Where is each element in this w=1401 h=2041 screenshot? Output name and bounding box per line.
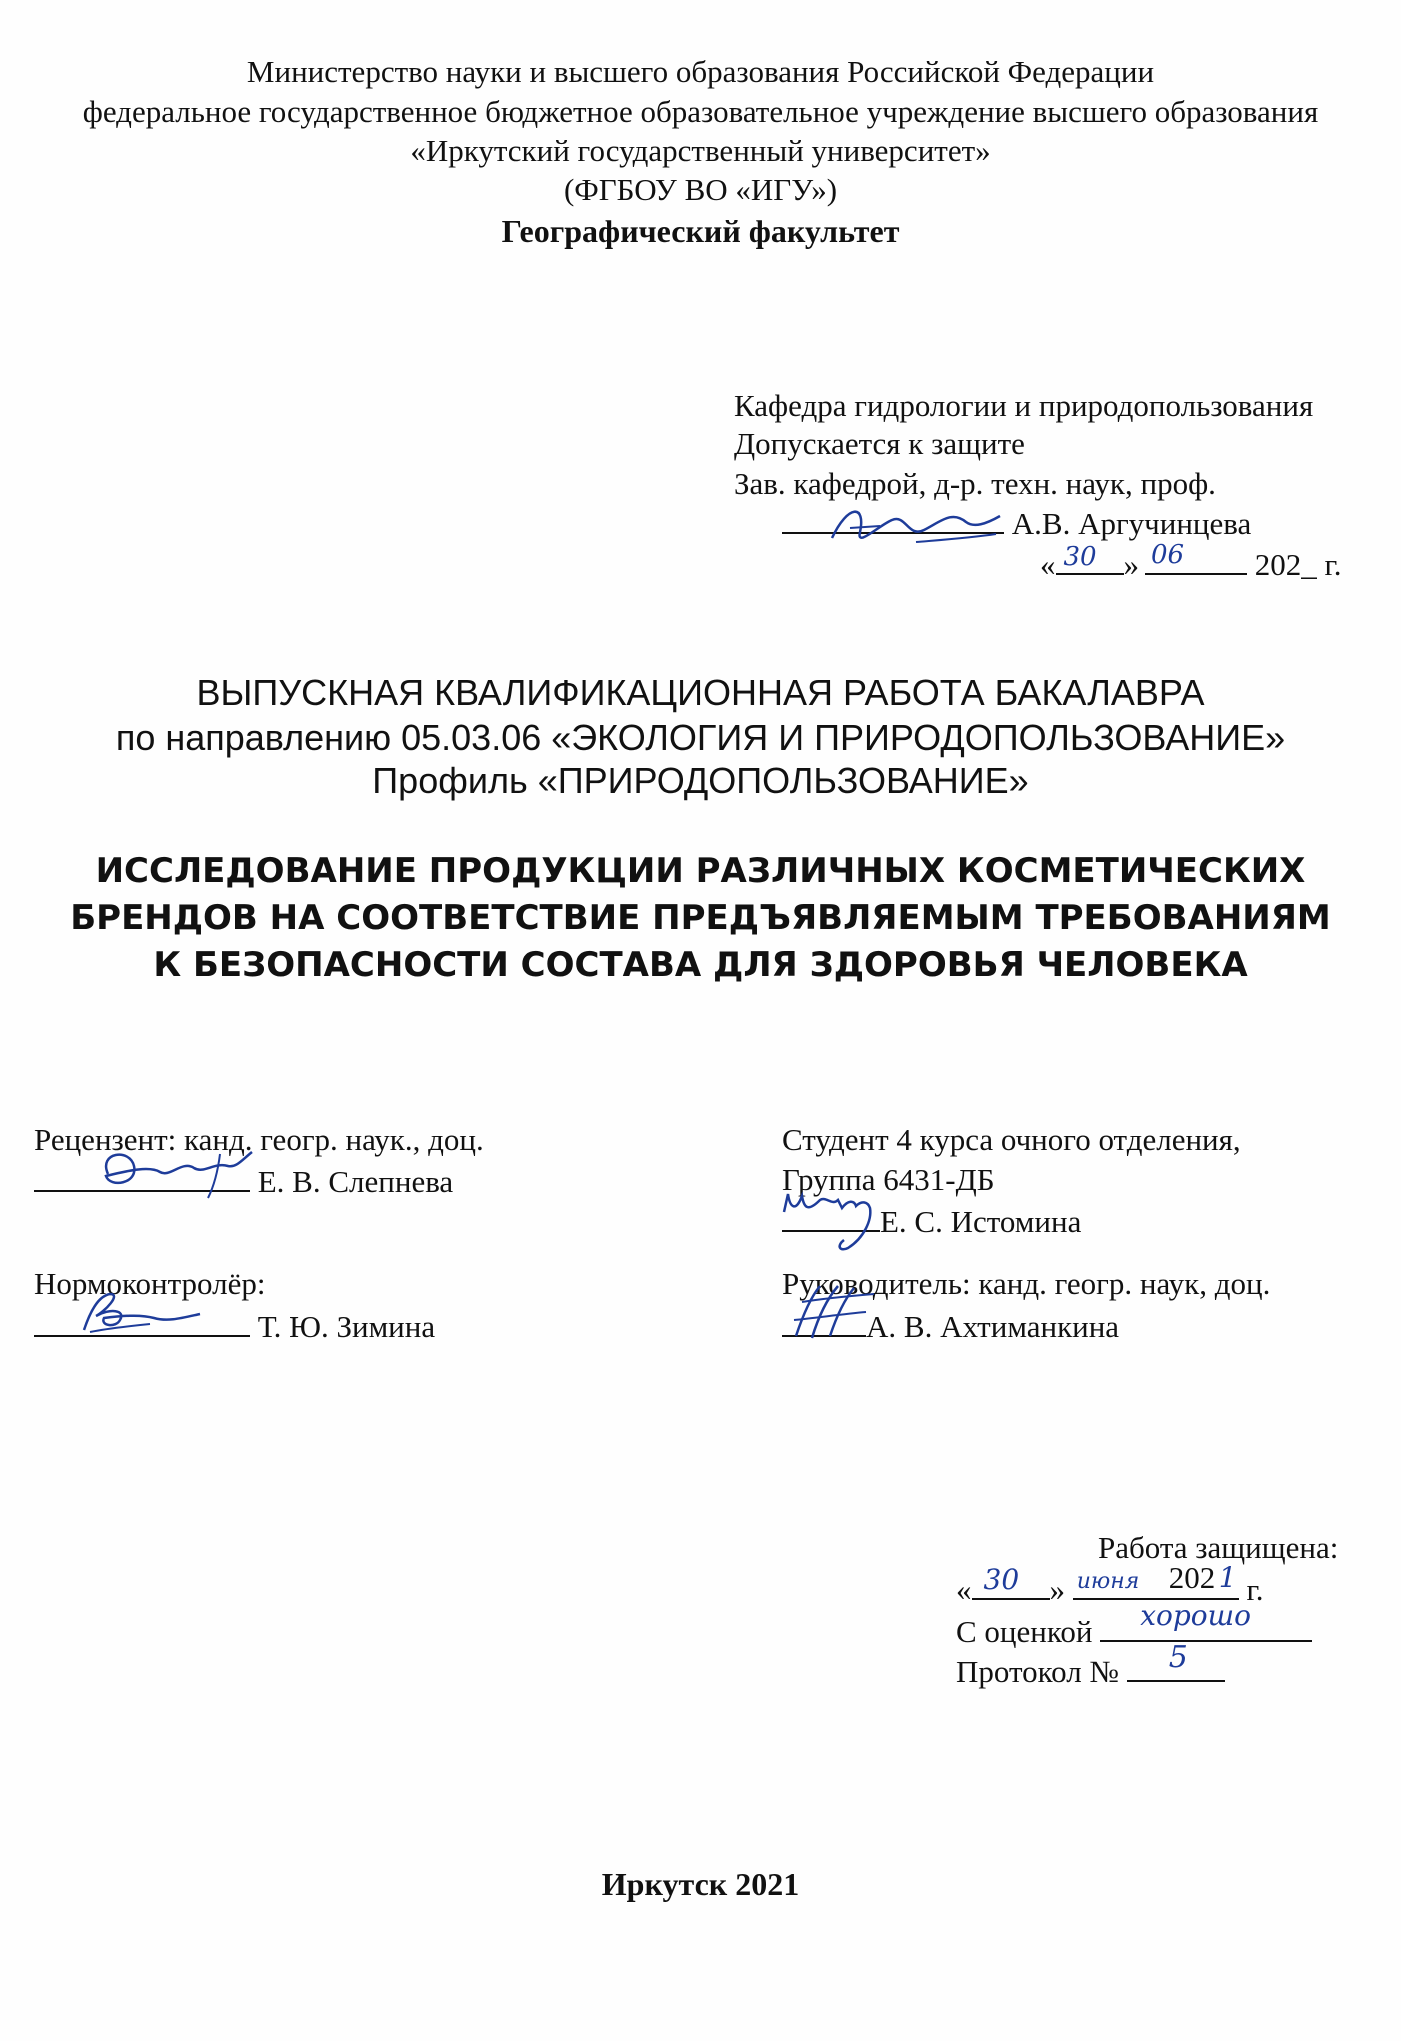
- faculty-name: Географический факультет: [501, 213, 900, 249]
- topic-line-3: К БЕЗОПАСНОСТИ СОСТАВА ДЛЯ ЗДОРОВЬЯ ЧЕЛОВЕКА: [153, 945, 1248, 985]
- head-title: Зав. кафедрой, д-р. техн. наук, проф.: [734, 466, 1216, 501]
- defense-year-digit-handwritten: 1: [1218, 1561, 1237, 1594]
- reviewer-label: Рецензент: канд. геогр. наук., доц.: [34, 1122, 484, 1157]
- defense-month-handwritten: июня: [1076, 1569, 1140, 1594]
- ministry-line: Министерство науки и высшего образования Российской Федерации: [246, 54, 1155, 89]
- admission-text: Допускается к защите: [734, 426, 1025, 461]
- department-name: Кафедра гидрологии и природопользования: [734, 388, 1314, 423]
- work-type: ВЫПУСКНАЯ КВАЛИФИКАЦИОННАЯ РАБОТА БАКАЛАВРА: [196, 672, 1205, 713]
- reviewer-signature-line: [34, 1160, 453, 1202]
- city-year: Иркутск 2021: [601, 1866, 800, 1902]
- supervisor-signature-line: [782, 1305, 1119, 1347]
- defense-day-handwritten: 30: [983, 1563, 1020, 1596]
- normcontrol-name: Т. Ю. Зимина: [257, 1309, 436, 1344]
- protocol-number-handwritten: 5: [1168, 1640, 1188, 1675]
- defense-title: Работа защищена:: [1098, 1530, 1339, 1565]
- defense-year-prefix: 202: [1168, 1560, 1216, 1595]
- student-group: Группа 6431-ДБ: [782, 1162, 995, 1197]
- approval-day-handwritten: 30: [1063, 542, 1097, 572]
- topic-line-2: БРЕНДОВ НА СООТВЕТСТВИЕ ПРЕДЪЯВЛЯЕМЫМ ТРЕБОВАНИЯМ: [70, 898, 1331, 938]
- head-name: А.В. Аргучинцева: [1011, 506, 1252, 541]
- approval-date: « 30 » 06 202_ г.: [1040, 543, 1341, 585]
- grade-handwritten: хорошо: [1140, 1599, 1252, 1632]
- university-name: «Иркутский государственный университет»: [410, 133, 991, 168]
- reviewer-name: Е. В. Слепнева: [257, 1164, 454, 1199]
- institution-type-line: федеральное государственное бюджетное образовательное учреждение высшего образования: [82, 94, 1319, 129]
- supervisor-label: Руководитель: канд. геогр. наук, доц.: [782, 1266, 1271, 1301]
- normcontrol-signature-line: [34, 1305, 435, 1347]
- university-abbreviation: (ФГБОУ ВО «ИГУ»): [563, 172, 838, 207]
- normcontrol-label: Нормоконтролёр:: [34, 1266, 266, 1301]
- protocol-label: Протокол №: [956, 1654, 1119, 1689]
- student-name: Е. С. Истомина: [880, 1204, 1082, 1239]
- protocol-row: [956, 1640, 1225, 1692]
- topic-line-1: ИССЛЕДОВАНИЕ ПРОДУКЦИИ РАЗЛИЧНЫХ КОСМЕТИЧЕСКИХ: [95, 851, 1306, 891]
- student-label: Студент 4 курса очного отделения,: [782, 1122, 1241, 1157]
- defense-year-suffix: г.: [1238, 1572, 1264, 1607]
- grade-label: С оценкой: [956, 1614, 1093, 1649]
- grade-row: [956, 1599, 1312, 1652]
- supervisor-name: А. В. Ахтиманкина: [866, 1309, 1120, 1344]
- work-direction: по направлению 05.03.06 «ЭКОЛОГИЯ И ПРИРОДОПОЛЬЗОВАНИЕ»: [115, 717, 1286, 758]
- approval-year: 202_ г.: [1254, 547, 1342, 582]
- student-signature-line: [782, 1200, 1081, 1242]
- approval-month-handwritten: 06: [1151, 540, 1185, 570]
- defense-date: « 30 » июня 202 1 г.: [956, 1560, 1264, 1607]
- work-profile: Профиль «ПРИРОДОПОЛЬЗОВАНИЕ»: [372, 760, 1029, 801]
